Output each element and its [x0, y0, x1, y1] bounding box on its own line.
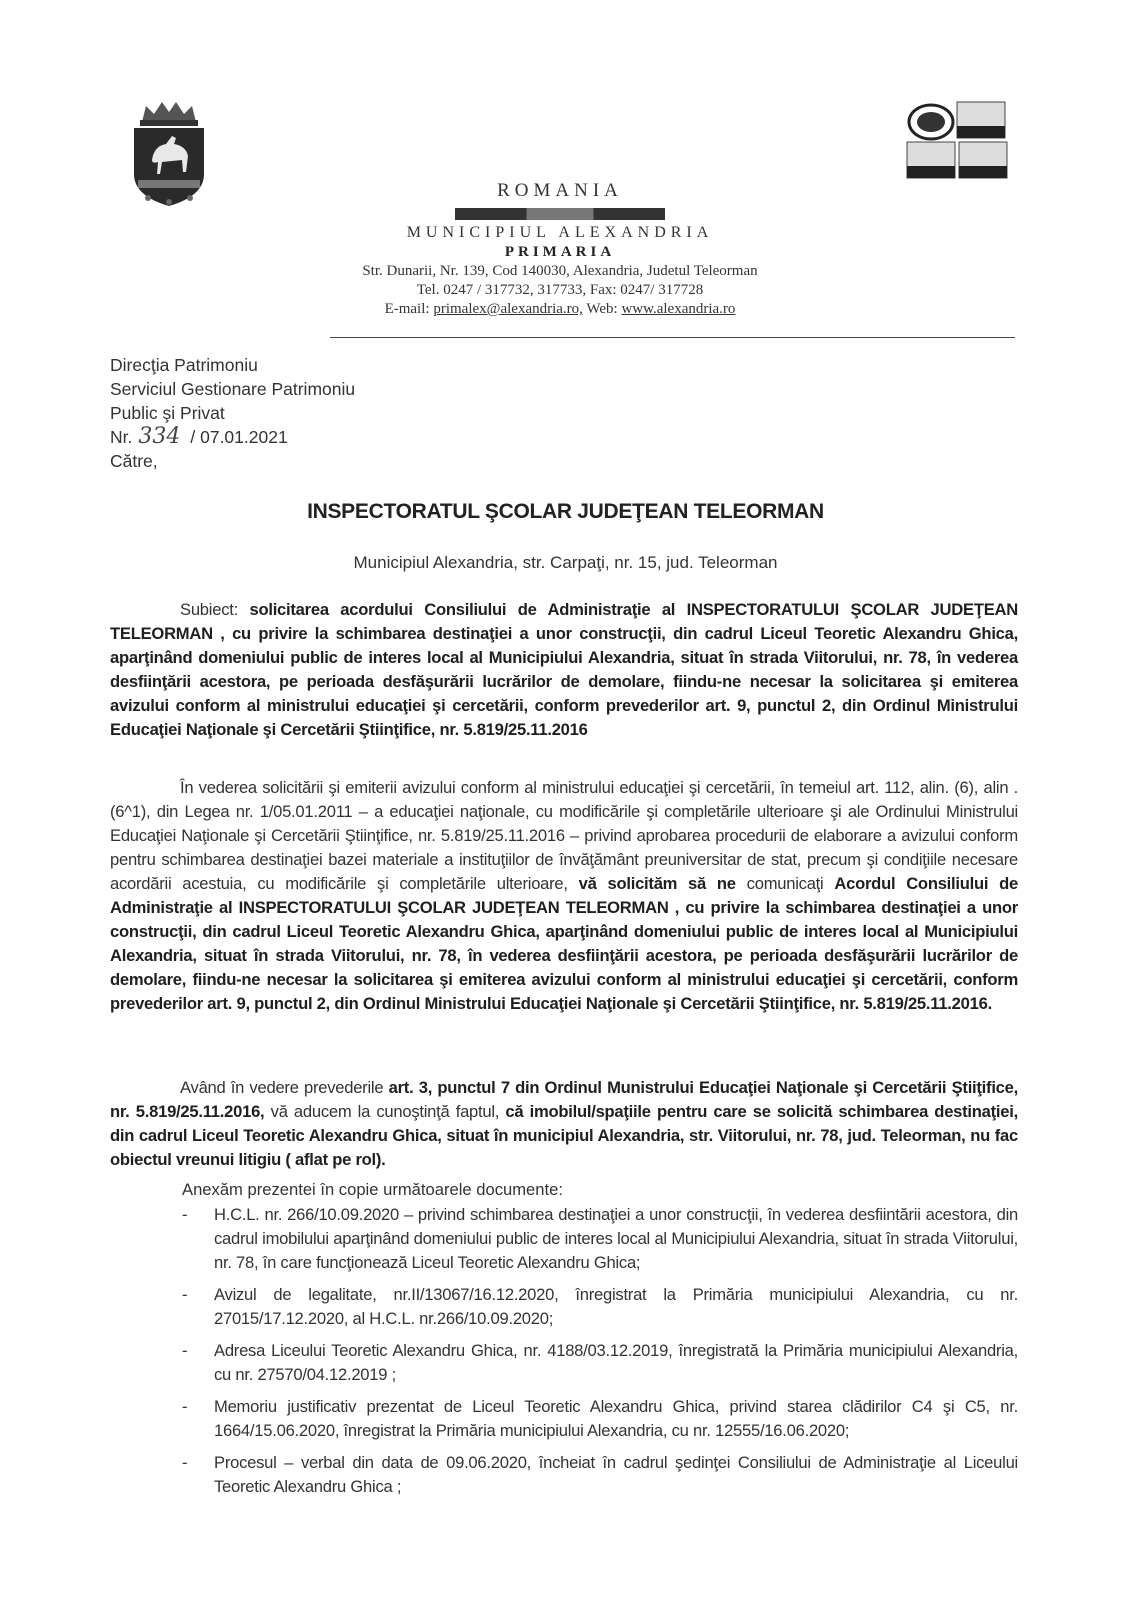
list-dash: - [182, 1397, 188, 1416]
subject-text: solicitarea acordului Consiliului de Administraţie al INSPECTORATULUI ŞCOLAR JUDEŢEAN TELEORMAN , cu privire la schimbarea destinaţiei a unor construcţii, din cadrul Liceul Teoretic Alexandru Ghica, aparţinând domeniului public de interes local al Municipiului Alexandria, situat în strada Viitorului, nr. 78, în vederea desfiinţării acestora, pe perioada desfăşurării lucrărilor de demolare, fiindu-ne necesar la solicitarea şi emiterea avizului conform al ministrului educaţiei şi cercetării, conform prevederilor art. 9, punctul 2, din Ordinul Ministrului Educaţiei Naţionale şi Cercetării Ştiinţifice, nr. 5.819/25.11.2016 [110, 600, 1018, 739]
annex-item [182, 1451, 1018, 1499]
list-dash: - [182, 1453, 188, 1472]
request-paragraph [110, 776, 1018, 1016]
litigation-text-2: vă aducem la cunoştinţă faptul, [264, 1102, 506, 1121]
litigation-paragraph [110, 1076, 1018, 1172]
annex-item [182, 1203, 1018, 1275]
sender-service: Serviciul Gestionare Patrimoniu [110, 379, 356, 399]
annex-item-text: Adresa Liceului Teoretic Alexandru Ghica, nr. 4188/03.12.2019, înregistrată la Primăria municipiului Alexandria, cu nr. 27570/04.12.2019 ; [214, 1341, 1018, 1384]
letterhead [250, 180, 870, 318]
certification-logos [905, 100, 1035, 180]
request-text-2: comunicaţi [735, 874, 835, 893]
annex-list [182, 1203, 1018, 1507]
subject-label: Subiect: [180, 600, 250, 619]
request-text: În vederea solicitării şi emiterii avizului conform al ministrului educaţiei şi cercetării, în temeiul art. 112, alin. (6), alin .(6^1), din Legea nr. 1/05.01.2011 – a educaţiei naţionale, cu modificările şi completările ulterioare şi ale Ordinului Ministrului Educaţiei Naţionale şi Cercetării Ştiinţifice, nr. 5.819/25.11.2016 – privind aprobarea procedurii de elaborare a avizului conform pentru schimbarea destinaţiei bazei materiale a instituţiilor de învăţământ preuniversitar de stat, precum şi condiţiile necesare acordării acestuia, cu modificările şi completările ulterioare, [110, 778, 1018, 893]
coat-of-arms-logo [128, 100, 210, 212]
email-label: E-mail: [384, 301, 434, 317]
sender-directorate: Direcţia Patrimoniu [110, 355, 258, 375]
list-dash: - [182, 1205, 188, 1224]
web-link[interactable]: www.alexandria.ro [621, 301, 736, 317]
nr-label: Nr. [110, 427, 133, 447]
recipient-address: Municipiul Alexandria, str. Carpaţi, nr. 15, jud. Teleorman [353, 553, 778, 572]
annex-intro: Anexăm prezentei în copie următoarele documente: [182, 1180, 563, 1199]
country-name: ROMANIA [497, 180, 623, 201]
web-label: Web: [582, 301, 622, 317]
registration-date: / 07.01.2021 [190, 427, 288, 447]
annex-item [182, 1395, 1018, 1443]
email-link[interactable]: primalex@alexandria.ro, [433, 301, 583, 317]
litigation-text: Având în vedere prevederile [180, 1078, 389, 1097]
recipient-name: INSPECTORATUL ŞCOLAR JUDEŢEAN TELEORMAN [307, 500, 824, 523]
to-label: Către, [110, 451, 158, 471]
office-name: PRIMARIA [504, 244, 616, 260]
list-dash: - [182, 1285, 188, 1304]
annex-item-text: Memoriu justificativ prezentat de Liceul Teoretic Alexandru Ghica, privind starea clădirilor C4 şi C5, nr. 1664/15.06.2020, înregistrat la Primăria municipiului Alexandria, cu nr. 12555/16.06.2020; [214, 1397, 1018, 1440]
registration-number [110, 425, 355, 449]
request-bold-1: vă solicităm să ne [578, 874, 736, 893]
letterhead-address: Str. Dunarii, Nr. 139, Cod 140030, Alexandria, Judetul Teleorman [362, 263, 758, 279]
sender-block [110, 353, 355, 473]
sender-service-type: Public şi Privat [110, 403, 225, 423]
letterhead-divider [330, 337, 1015, 338]
letterhead-contact [250, 301, 870, 318]
annex-item [182, 1283, 1018, 1331]
annex-item-text: H.C.L. nr. 266/10.09.2020 – privind schimbarea destinaţiei a unor construcţii, în vederea desfiintării acestora, din cadrul imobilului aparţinând domeniului public de interes local al Municipiului Alexandria, situat în strada Viitorului, nr. 78, în care funcţionează Liceul Teoretic Alexandru Ghica; [214, 1205, 1018, 1272]
annex-item [182, 1339, 1018, 1387]
municipality-name: MUNICIPIUL ALEXANDRIA [406, 224, 714, 241]
litigation-bold-1: art. 3, punctul 7 din Ordinul Munistrului Educaţiei Naţionale şi Cercetării Ştiiţifice, nr. 5.819/25.11.2016, [110, 1078, 1018, 1121]
annex-item-text: Avizul de legalitate, nr.II/13067/16.12.2020, înregistrat la Primăria municipiului Alexandria, cu nr. 27015/17.12.2020, al H.C.L. nr.266/10.09.2020; [214, 1285, 1018, 1328]
letterhead-bar [455, 208, 665, 220]
annex-item-text: Procesul – verbal din data de 09.06.2020, încheiat în cadrul şedinţei Consiliului de Administraţie al Liceului Teoretic Alexandru Ghica ; [214, 1453, 1018, 1496]
litigation-bold-2: că imobilul/spaţiile pentru care se solicită schimbarea destinaţiei, din cadrul Liceul Teoretic Alexandru Ghica, situat în municipiul Alexandria, str. Viitorului, nr. 78, jud. Teleorman, nu fac obiectul vreunui litigiu ( aflat pe rol). [110, 1102, 1018, 1169]
letterhead-phone: Tel. 0247 / 317732, 317733, Fax: 0247/ 317728 [416, 282, 704, 298]
request-bold-2: Acordul Consiliului de Administraţie al INSPECTORATULUI ŞCOLAR JUDEŢEAN TELEORMAN , cu privire la schimbarea destinaţiei a unor construcţii, din cadrul Liceul Teoretic Alexandru Ghica, aparţinând domeniului public de interes local al Municipiului Alexandria, situat în strada Viitorului, nr. 78, în vederea desfiinţării acestora, pe perioada desfăşurării lucrărilor de demolare, fiindu-ne necesar la solicitarea şi emiterea avizului conform al ministrului educaţiei şi cercetării, conform prevederilor art. 9, punctul 2, din Ordinul Ministrului Educaţiei Naţionale şi Cercetării Ştiinţifice, nr. 5.819/25.11.2016. [110, 874, 1019, 1013]
handwritten-number: 334 [138, 424, 181, 449]
list-dash: - [182, 1341, 188, 1360]
subject-paragraph [110, 598, 1018, 742]
